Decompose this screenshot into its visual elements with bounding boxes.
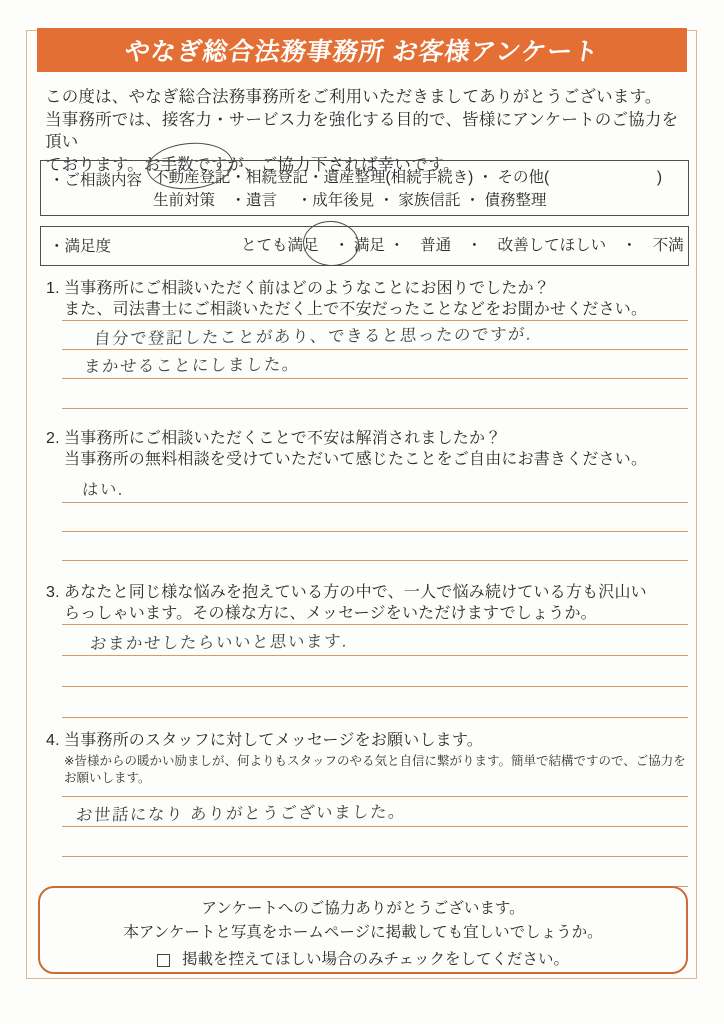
- question-1-line-1: 当事務所にご相談いただく前はどのようなことにお困りでしたか？: [64, 280, 551, 297]
- answer-line: [62, 321, 688, 350]
- consultation-other-close-paren: ): [656, 169, 662, 186]
- satisfaction-options: [153, 227, 688, 265]
- form-title-banner: [37, 28, 687, 72]
- answer-line: [62, 350, 688, 379]
- satisfaction-option-circled: 満足: [353, 237, 385, 254]
- publish-optout-row: [40, 948, 686, 972]
- answer-area-2: [62, 470, 688, 561]
- answer-line: [62, 532, 688, 561]
- intro-line-1: この度は、やなぎ総合法務事務所をご利用いただきましてありがとうございます。: [45, 88, 662, 106]
- question-3: [40, 582, 690, 718]
- question-1-number: 1.: [46, 280, 60, 297]
- consultation-options-line-1: [153, 166, 688, 189]
- answer-line: [62, 687, 688, 718]
- question-3-text: [40, 582, 690, 624]
- answer-line: [62, 797, 688, 827]
- form-title: やなぎ総合法務事務所 お客様アンケート: [122, 38, 601, 66]
- answer-line: [62, 827, 688, 857]
- question-4-text: [40, 730, 690, 751]
- answer-line: [62, 379, 688, 409]
- satisfaction-label: ・満足度: [49, 238, 112, 255]
- footer-thanks-line: アンケートへのご協力ありがとうございます。: [201, 900, 525, 917]
- question-2: [40, 428, 690, 561]
- consultation-options-line-2: 生前対策 ・遺言 ・成年後見 ・ 家族信託 ・ 債務整理: [153, 192, 547, 209]
- footer-box: [38, 886, 688, 974]
- question-3-line-2: らっしゃいます。その様な方に、メッセージをいただけますでしょうか。: [64, 605, 597, 622]
- satisfaction-options-after: ・ 普通 ・ 改善してほしい ・ 不満: [389, 237, 684, 254]
- answer-area-3: [62, 624, 688, 718]
- intro-line-3: ております。お手数ですが、ご協力下されば幸いです。: [45, 155, 460, 174]
- question-2-line-1: 当事務所にご相談いただくことで不安は解消されましたか？: [64, 430, 502, 447]
- handwritten-answer: はい.: [81, 480, 125, 500]
- intro-line-2: 当事務所では、接客力・サービス力を強化する目的で、皆様にアンケートのご協力を頂い: [45, 110, 679, 151]
- question-4-note: ※皆様からの暖かい励ましが、何よりもスタッフのやる気と自信に繋がります。簡単で結構ですので、ご協力をお願いします。: [64, 754, 686, 785]
- question-2-number: 2.: [46, 430, 60, 447]
- answer-line: [62, 656, 688, 687]
- consultation-options-rest: ・相続登記・遺産整理(相続手続き) ・ その他(: [230, 169, 550, 186]
- handwritten-answer: 自分で登記したことがあり、できると思ったのですが.: [93, 325, 533, 349]
- satisfaction-box: [40, 226, 689, 266]
- question-4-line-1: 当事務所のスタッフに対してメッセージをお願いします。: [64, 732, 483, 749]
- question-4: [40, 730, 690, 887]
- satisfaction-options-before: とても満足 ・: [241, 237, 350, 254]
- handwritten-answer: おまかせしたらいいと思います.: [89, 632, 349, 654]
- question-3-number: 3.: [46, 584, 60, 601]
- consultation-topic-box: [40, 160, 689, 216]
- answer-line: [62, 503, 688, 532]
- answer-area-1: [62, 320, 688, 409]
- answer-line: [62, 857, 688, 887]
- footer-publish-question: 本アンケートと写真をホームページに掲載しても宜しいでしょうか。: [123, 924, 603, 941]
- answer-area-4: [62, 796, 688, 887]
- consultation-options: [153, 161, 688, 215]
- question-4-number: 4.: [46, 732, 60, 749]
- question-1: [40, 278, 690, 409]
- handwritten-answer: お世話になり ありがとうございました。: [75, 803, 407, 825]
- question-1-line-2: また、司法書士にご相談いただく上で不安だったことなどをお聞かせください。: [64, 301, 648, 318]
- question-1-text: [40, 278, 690, 320]
- handwritten-answer: まかせることにしました。: [83, 355, 301, 377]
- publish-optout-checkbox[interactable]: [157, 954, 170, 967]
- consultation-option-circled: 不動産登記: [153, 169, 231, 186]
- publish-optout-label: 掲載を控えてほしい場合のみチェックをしてください。: [181, 951, 570, 968]
- question-3-line-1: あなたと同じ様な悩みを抱えている方の中で、一人で悩み続けている方も沢山い: [64, 584, 647, 601]
- question-2-text: [40, 428, 690, 470]
- answer-line: [62, 625, 688, 656]
- consultation-label: ・ご相談内容: [49, 172, 143, 189]
- question-2-line-2: 当事務所の無料相談を受けていただいて感じたことをご自由にお書きください。: [64, 451, 648, 468]
- answer-line: [62, 470, 688, 503]
